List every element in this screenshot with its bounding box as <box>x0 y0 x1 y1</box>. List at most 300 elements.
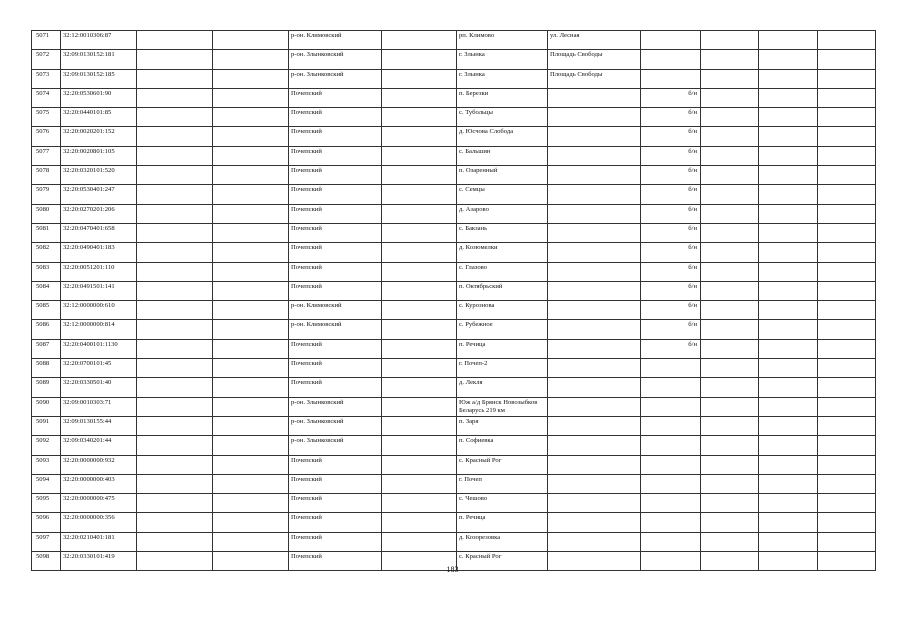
empty-cell <box>759 301 818 320</box>
settlement-cell: с. Бакзань <box>457 223 548 242</box>
row-number-cell: 5087 <box>32 339 61 358</box>
table-row <box>32 320 876 339</box>
row-number-cell: 5092 <box>32 436 61 455</box>
settlement-cell: п. Озаренный <box>457 166 548 185</box>
empty-cell <box>213 513 289 532</box>
table-row <box>32 223 876 242</box>
empty-cell <box>701 339 759 358</box>
cadastral-number-cell: 32:12:0000000:610 <box>61 301 137 320</box>
settlement-cell: с. Рубежное <box>457 320 548 339</box>
empty-cell <box>213 301 289 320</box>
table-row <box>32 455 876 474</box>
note-cell: б/н <box>641 166 701 185</box>
note-cell: б/н <box>641 108 701 127</box>
empty-cell <box>213 532 289 551</box>
empty-cell <box>382 204 457 223</box>
street-cell <box>548 223 641 242</box>
table-row <box>32 127 876 146</box>
cadastral-number-cell: 32:20:0330501:40 <box>61 378 137 397</box>
empty-cell <box>818 146 876 165</box>
district-cell: р-он. Климовский <box>289 31 382 50</box>
empty-cell <box>213 494 289 513</box>
empty-cell <box>818 166 876 185</box>
cadastral-number-cell: 32:20:0320101:520 <box>61 166 137 185</box>
note-cell: б/н <box>641 185 701 204</box>
empty-cell <box>701 185 759 204</box>
settlement-cell: с. Глазово <box>457 262 548 281</box>
cadastral-number-cell: 32:20:0000000:403 <box>61 474 137 493</box>
district-cell: Почепский <box>289 108 382 127</box>
table-row <box>32 69 876 88</box>
street-cell <box>548 243 641 262</box>
table-row <box>32 88 876 107</box>
cadastral-number-cell: 32:20:0051201:110 <box>61 262 137 281</box>
empty-cell <box>137 88 213 107</box>
cadastral-number-cell: 32:09:0130152:185 <box>61 69 137 88</box>
row-number-cell: 5088 <box>32 359 61 378</box>
empty-cell <box>759 50 818 69</box>
empty-cell <box>213 416 289 435</box>
empty-cell <box>382 127 457 146</box>
district-cell: р-он. Злынковский <box>289 416 382 435</box>
note-cell: б/н <box>641 262 701 281</box>
table-row <box>32 436 876 455</box>
street-cell: Площадь Свободы <box>548 50 641 69</box>
empty-cell <box>382 339 457 358</box>
note-cell: б/н <box>641 243 701 262</box>
empty-cell <box>382 455 457 474</box>
row-number-cell: 5097 <box>32 532 61 551</box>
table-row <box>32 494 876 513</box>
settlement-cell: п. Софиевка <box>457 436 548 455</box>
empty-cell <box>137 532 213 551</box>
empty-cell <box>382 69 457 88</box>
empty-cell <box>137 455 213 474</box>
empty-cell <box>382 301 457 320</box>
empty-cell <box>818 243 876 262</box>
table-row <box>32 301 876 320</box>
empty-cell <box>701 416 759 435</box>
note-cell <box>641 378 701 397</box>
street-cell <box>548 532 641 551</box>
cadastral-number-cell: 32:20:0000000:932 <box>61 455 137 474</box>
row-number-cell: 5077 <box>32 146 61 165</box>
empty-cell <box>213 185 289 204</box>
district-cell: р-он. Климовский <box>289 301 382 320</box>
empty-cell <box>701 455 759 474</box>
settlement-cell: с. Красный Рог <box>457 552 548 571</box>
row-number-cell: 5085 <box>32 301 61 320</box>
empty-cell <box>759 281 818 300</box>
empty-cell <box>759 69 818 88</box>
table-row <box>32 31 876 50</box>
row-number-cell: 5095 <box>32 494 61 513</box>
empty-cell <box>759 204 818 223</box>
empty-cell <box>382 513 457 532</box>
street-cell <box>548 339 641 358</box>
cadastral-number-cell: 32:12:0000000:814 <box>61 320 137 339</box>
empty-cell <box>382 50 457 69</box>
row-number-cell: 5090 <box>32 397 61 416</box>
street-cell <box>548 474 641 493</box>
empty-cell <box>701 301 759 320</box>
note-cell <box>641 532 701 551</box>
empty-cell <box>701 262 759 281</box>
table-row <box>32 281 876 300</box>
empty-cell <box>759 532 818 551</box>
row-number-cell: 5079 <box>32 185 61 204</box>
row-number-cell: 5073 <box>32 69 61 88</box>
empty-cell <box>701 494 759 513</box>
empty-cell <box>701 474 759 493</box>
street-cell <box>548 436 641 455</box>
empty-cell <box>818 494 876 513</box>
row-number-cell: 5082 <box>32 243 61 262</box>
row-number-cell: 5078 <box>32 166 61 185</box>
cadastral-number-cell: 32:20:0210401:181 <box>61 532 137 551</box>
empty-cell <box>759 146 818 165</box>
empty-cell <box>137 359 213 378</box>
empty-cell <box>701 532 759 551</box>
district-cell: р-он. Злынковский <box>289 50 382 69</box>
row-number-cell: 5071 <box>32 31 61 50</box>
empty-cell <box>818 513 876 532</box>
empty-cell <box>701 320 759 339</box>
settlement-cell: с. Курознова <box>457 301 548 320</box>
note-cell <box>641 359 701 378</box>
cadastral-number-cell: 32:12:0010306:87 <box>61 31 137 50</box>
registry-table <box>31 30 876 571</box>
empty-cell <box>213 69 289 88</box>
cadastral-number-cell: 32:20:0470401:658 <box>61 223 137 242</box>
row-number-cell: 5084 <box>32 281 61 300</box>
settlement-cell: п. Березки <box>457 88 548 107</box>
empty-cell <box>382 185 457 204</box>
settlement-cell: п. Октябрьский <box>457 281 548 300</box>
note-cell: б/н <box>641 127 701 146</box>
district-cell: Почепский <box>289 532 382 551</box>
settlement-cell: с. Чешово <box>457 494 548 513</box>
cadastral-number-cell: 32:20:0491501:141 <box>61 281 137 300</box>
empty-cell <box>382 359 457 378</box>
empty-cell <box>759 397 818 416</box>
empty-cell <box>213 455 289 474</box>
empty-cell <box>382 166 457 185</box>
empty-cell <box>382 378 457 397</box>
empty-cell <box>818 359 876 378</box>
empty-cell <box>759 436 818 455</box>
empty-cell <box>137 474 213 493</box>
empty-cell <box>213 166 289 185</box>
empty-cell <box>213 146 289 165</box>
cadastral-number-cell: 32:20:0440101:85 <box>61 108 137 127</box>
empty-cell <box>759 320 818 339</box>
empty-cell <box>701 436 759 455</box>
empty-cell <box>701 108 759 127</box>
cadastral-number-cell: 32:20:0700101:45 <box>61 359 137 378</box>
cadastral-number-cell: 32:20:0020201:152 <box>61 127 137 146</box>
empty-cell <box>701 513 759 532</box>
empty-cell <box>818 262 876 281</box>
settlement-cell: Юж а/д Брянск Новозыбков Беларусь 219 км <box>457 397 548 416</box>
settlement-cell: д. Козорезовка <box>457 532 548 551</box>
settlement-cell: г. Почеп-2 <box>457 359 548 378</box>
empty-cell <box>382 31 457 50</box>
empty-cell <box>382 88 457 107</box>
row-number-cell: 5086 <box>32 320 61 339</box>
empty-cell <box>701 31 759 50</box>
street-cell <box>548 455 641 474</box>
cadastral-number-cell: 32:20:0490401:183 <box>61 243 137 262</box>
empty-cell <box>701 397 759 416</box>
empty-cell <box>701 50 759 69</box>
district-cell: Почепский <box>289 146 382 165</box>
empty-cell <box>137 262 213 281</box>
note-cell: б/н <box>641 301 701 320</box>
note-cell <box>641 513 701 532</box>
empty-cell <box>818 320 876 339</box>
note-cell <box>641 474 701 493</box>
street-cell <box>548 378 641 397</box>
district-cell: Почепский <box>289 166 382 185</box>
street-cell <box>548 513 641 532</box>
empty-cell <box>213 243 289 262</box>
empty-cell <box>759 494 818 513</box>
empty-cell <box>382 262 457 281</box>
table-row <box>32 513 876 532</box>
note-cell: б/н <box>641 320 701 339</box>
empty-cell <box>818 185 876 204</box>
empty-cell <box>213 204 289 223</box>
empty-cell <box>759 513 818 532</box>
empty-cell <box>213 223 289 242</box>
street-cell <box>548 359 641 378</box>
note-cell <box>641 69 701 88</box>
empty-cell <box>701 166 759 185</box>
empty-cell <box>818 108 876 127</box>
empty-cell <box>137 204 213 223</box>
district-cell: Почепский <box>289 243 382 262</box>
district-cell: Почепский <box>289 494 382 513</box>
empty-cell <box>137 339 213 358</box>
row-number-cell: 5080 <box>32 204 61 223</box>
table-row <box>32 108 876 127</box>
empty-cell <box>382 532 457 551</box>
settlement-cell: с. Бальшин <box>457 146 548 165</box>
note-cell <box>641 455 701 474</box>
table-row <box>32 474 876 493</box>
table-row <box>32 416 876 435</box>
empty-cell <box>759 127 818 146</box>
empty-cell <box>137 281 213 300</box>
settlement-cell: п. Заря <box>457 416 548 435</box>
table-row <box>32 378 876 397</box>
empty-cell <box>213 108 289 127</box>
empty-cell <box>759 262 818 281</box>
empty-cell <box>213 339 289 358</box>
cadastral-number-cell: 32:20:0020801:105 <box>61 146 137 165</box>
empty-cell <box>213 31 289 50</box>
cadastral-number-cell: 32:20:0400101:1130 <box>61 339 137 358</box>
table-row <box>32 243 876 262</box>
street-cell <box>548 185 641 204</box>
empty-cell <box>213 262 289 281</box>
row-number-cell: 5096 <box>32 513 61 532</box>
cadastral-number-cell: 32:09:0130152:181 <box>61 50 137 69</box>
district-cell: Почепский <box>289 204 382 223</box>
note-cell <box>641 50 701 69</box>
empty-cell <box>759 455 818 474</box>
empty-cell <box>818 50 876 69</box>
empty-cell <box>701 243 759 262</box>
street-cell <box>548 108 641 127</box>
table-row <box>32 166 876 185</box>
empty-cell <box>137 436 213 455</box>
empty-cell <box>759 223 818 242</box>
empty-cell <box>759 88 818 107</box>
street-cell: ул. Лесная <box>548 31 641 50</box>
empty-cell <box>213 378 289 397</box>
empty-cell <box>818 378 876 397</box>
empty-cell <box>818 223 876 242</box>
empty-cell <box>137 513 213 532</box>
street-cell <box>548 397 641 416</box>
row-number-cell: 5075 <box>32 108 61 127</box>
street-cell <box>548 127 641 146</box>
district-cell: р-он. Злынковский <box>289 69 382 88</box>
note-cell <box>641 494 701 513</box>
empty-cell <box>137 50 213 69</box>
district-cell: Почепский <box>289 281 382 300</box>
empty-cell <box>818 31 876 50</box>
empty-cell <box>382 223 457 242</box>
table-row <box>32 359 876 378</box>
note-cell <box>641 416 701 435</box>
empty-cell <box>759 31 818 50</box>
cadastral-number-cell: 32:09:0010303:71 <box>61 397 137 416</box>
cadastral-number-cell: 32:20:0000000:475 <box>61 494 137 513</box>
empty-cell <box>759 185 818 204</box>
empty-cell <box>759 359 818 378</box>
empty-cell <box>213 397 289 416</box>
registry-body <box>32 31 876 571</box>
note-cell: б/н <box>641 223 701 242</box>
empty-cell <box>818 436 876 455</box>
row-number-cell: 5072 <box>32 50 61 69</box>
district-cell: Почепский <box>289 552 382 571</box>
street-cell <box>548 494 641 513</box>
row-number-cell: 5089 <box>32 378 61 397</box>
district-cell: Почепский <box>289 513 382 532</box>
empty-cell <box>382 243 457 262</box>
empty-cell <box>759 243 818 262</box>
empty-cell <box>137 378 213 397</box>
empty-cell <box>137 69 213 88</box>
empty-cell <box>818 204 876 223</box>
settlement-cell: д. Лекля <box>457 378 548 397</box>
empty-cell <box>701 378 759 397</box>
empty-cell <box>213 281 289 300</box>
settlement-cell: с. Красный Рог <box>457 455 548 474</box>
empty-cell <box>701 223 759 242</box>
table-row <box>32 50 876 69</box>
district-cell: Почепский <box>289 127 382 146</box>
empty-cell <box>759 339 818 358</box>
empty-cell <box>818 474 876 493</box>
empty-cell <box>213 50 289 69</box>
street-cell <box>548 262 641 281</box>
empty-cell <box>818 281 876 300</box>
table-row <box>32 146 876 165</box>
cadastral-number-cell: 32:20:0330101:419 <box>61 552 137 571</box>
note-cell: б/н <box>641 88 701 107</box>
empty-cell <box>818 532 876 551</box>
street-cell <box>548 88 641 107</box>
settlement-cell: с. Семцы <box>457 185 548 204</box>
empty-cell <box>818 88 876 107</box>
empty-cell <box>137 166 213 185</box>
empty-cell <box>382 397 457 416</box>
settlement-cell: п. Речица <box>457 513 548 532</box>
empty-cell <box>382 416 457 435</box>
empty-cell <box>213 359 289 378</box>
empty-cell <box>701 127 759 146</box>
empty-cell <box>137 320 213 339</box>
district-cell: р-он. Злынковский <box>289 436 382 455</box>
street-cell <box>548 166 641 185</box>
district-cell: р-он. Климовский <box>289 320 382 339</box>
table-row <box>32 339 876 358</box>
settlement-cell: д. Юсчова Слобода <box>457 127 548 146</box>
empty-cell <box>701 146 759 165</box>
table-row <box>32 397 876 416</box>
empty-cell <box>701 281 759 300</box>
empty-cell <box>701 359 759 378</box>
note-cell: б/н <box>641 146 701 165</box>
empty-cell <box>701 88 759 107</box>
street-cell <box>548 301 641 320</box>
empty-cell <box>213 436 289 455</box>
empty-cell <box>818 127 876 146</box>
empty-cell <box>213 474 289 493</box>
settlement-cell: с. Тубольцы <box>457 108 548 127</box>
empty-cell <box>382 494 457 513</box>
note-cell: б/н <box>641 339 701 358</box>
table-row <box>32 532 876 551</box>
empty-cell <box>759 474 818 493</box>
empty-cell <box>213 88 289 107</box>
empty-cell <box>137 185 213 204</box>
empty-cell <box>818 455 876 474</box>
empty-cell <box>213 320 289 339</box>
note-cell <box>641 436 701 455</box>
page-number: 183 <box>446 565 459 574</box>
settlement-cell: д. Козюмелки <box>457 243 548 262</box>
empty-cell <box>759 166 818 185</box>
row-number-cell: 5094 <box>32 474 61 493</box>
district-cell: Почепский <box>289 359 382 378</box>
cadastral-number-cell: 32:09:0340201:44 <box>61 436 137 455</box>
cadastral-number-cell: 32:20:0000000:356 <box>61 513 137 532</box>
empty-cell <box>137 31 213 50</box>
row-number-cell: 5074 <box>32 88 61 107</box>
row-number-cell: 5081 <box>32 223 61 242</box>
street-cell <box>548 146 641 165</box>
empty-cell <box>137 108 213 127</box>
empty-cell <box>818 416 876 435</box>
cadastral-number-cell: 32:20:0270201:206 <box>61 204 137 223</box>
empty-cell <box>818 397 876 416</box>
